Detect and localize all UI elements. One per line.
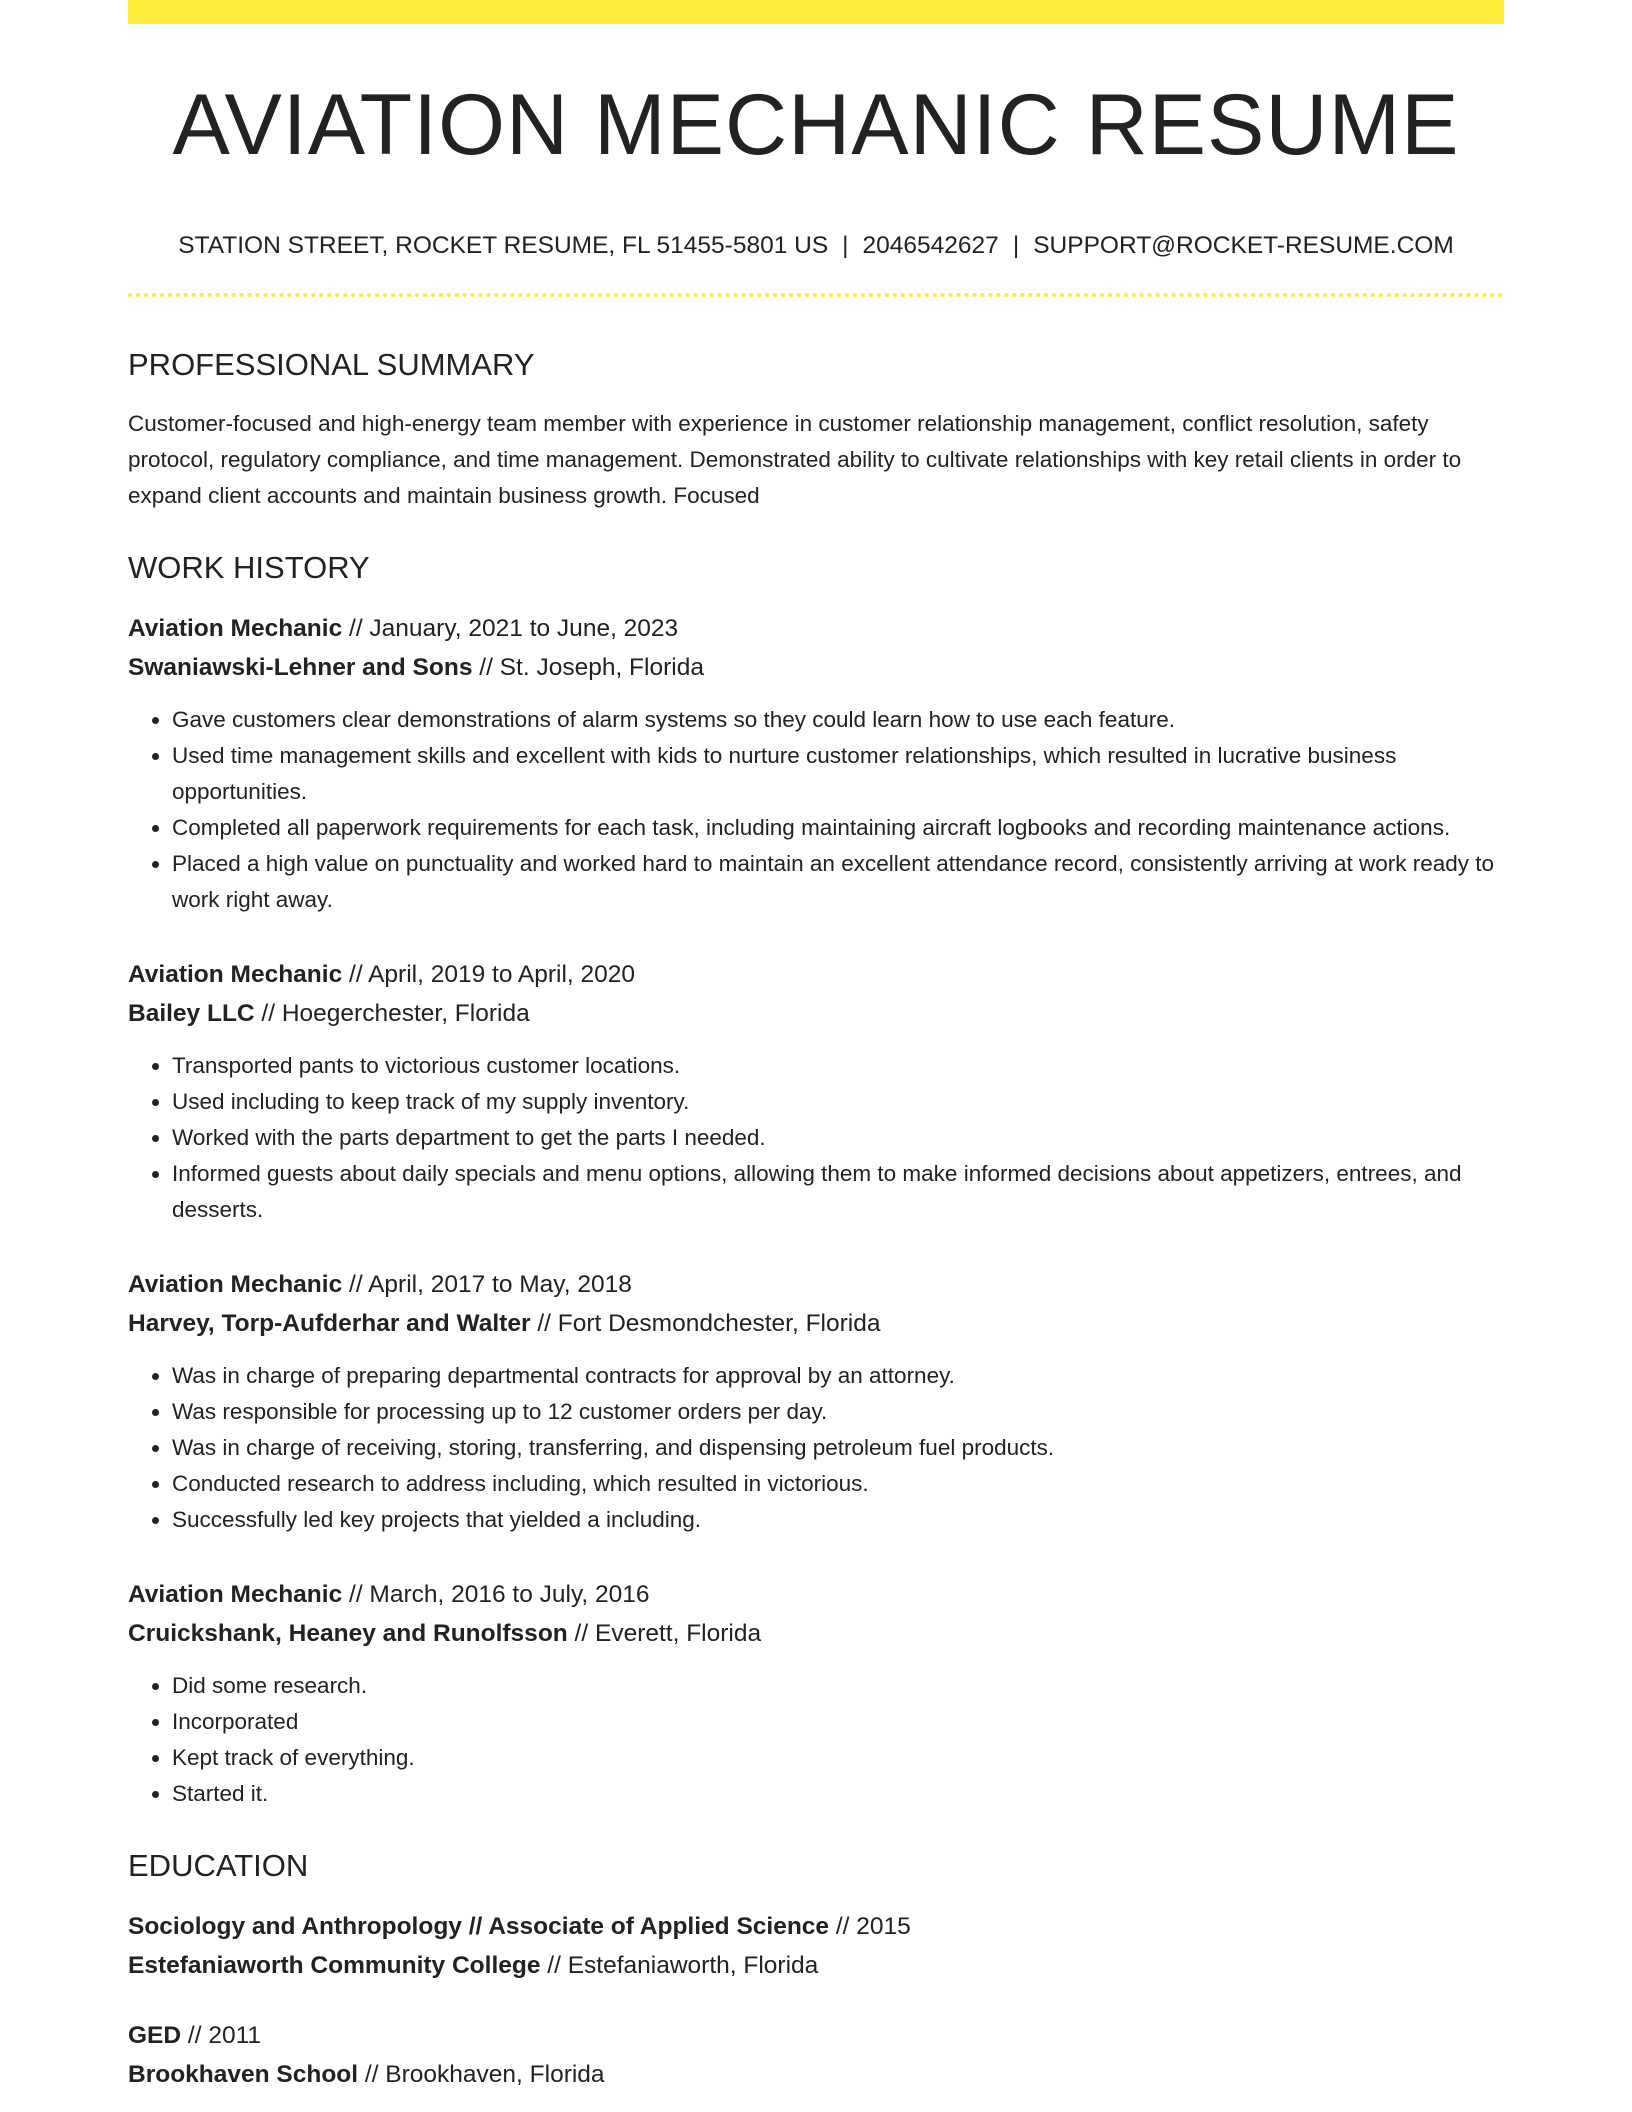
job-company-line: [128, 994, 1504, 1033]
job-role: Aviation Mechanic: [128, 1270, 343, 1298]
job-role: Aviation Mechanic: [128, 960, 343, 988]
separator: |: [1012, 232, 1020, 259]
job-company-line: [128, 1614, 1504, 1653]
job-location: // Hoegerchester, Florida: [254, 999, 530, 1027]
job-role: Aviation Mechanic: [128, 1580, 343, 1608]
bullet-item: • Was responsible for processing up to 12 customer orders per day.: [172, 1394, 1504, 1430]
job-title-line: [128, 955, 1504, 994]
accent-bar: [128, 0, 1504, 24]
bullet-item: • Informed guests about daily specials and menu options, allowing them to make informed decisions about appetizers, entrees, and desserts.: [172, 1156, 1504, 1228]
job-title-line: [128, 1265, 1504, 1304]
separator: |: [842, 232, 849, 259]
job-company: Harvey, Torp-Aufderhar and Walter: [128, 1309, 531, 1337]
bullet-item: • Conducted research to address including, which resulted in victorious.: [172, 1466, 1504, 1502]
school-line: [128, 2055, 1504, 2094]
job-dates: // April, 2019 to April, 2020: [342, 960, 636, 988]
job-dates: // March, 2016 to July, 2016: [342, 1580, 650, 1608]
bullet-item: • Used time management skills and excellent with kids to nurture customer relationships, which resulted in lucrative business opportunities.: [172, 738, 1504, 810]
job-company: Bailey LLC: [128, 999, 255, 1027]
bullet-item: • Incorporated: [172, 1704, 1504, 1740]
job-title-line: [128, 609, 1504, 648]
job-location: // St. Joseph, Florida: [472, 653, 704, 681]
job-company: Swaniawski-Lehner and Sons: [128, 653, 473, 681]
resume-page: [128, 0, 1504, 2094]
education-heading: EDUCATION: [128, 1847, 309, 1883]
work-history-heading: WORK HISTORY: [128, 549, 370, 585]
degree: GED: [128, 2021, 182, 2049]
job-entry: [128, 1575, 1504, 1812]
grad-year: // 2011: [181, 2021, 262, 2049]
bullet-item: • Placed a high value on punctuality and worked hard to maintain an excellent attendance record, consistently arriving at work ready to work right away.: [172, 846, 1504, 918]
summary-heading: PROFESSIONAL SUMMARY: [128, 346, 535, 382]
school-location: // Brookhaven, Florida: [358, 2060, 605, 2088]
degree-line: [128, 1907, 1504, 1946]
job-company-line: [128, 648, 1504, 687]
grad-year: // 2015: [829, 1912, 911, 1940]
bullet-item: • Used including to keep track of my supply inventory.: [172, 1084, 1504, 1120]
bullet-item: • Kept track of everything.: [172, 1740, 1504, 1776]
school: Estefaniaworth Community College: [128, 1951, 541, 1979]
education-entry: [128, 2016, 1504, 2094]
bullet-item: • Worked with the parts department to get the parts I needed.: [172, 1120, 1504, 1156]
job-bullets: [128, 1668, 1504, 1812]
job-title-line: [128, 1575, 1504, 1614]
phone: 2046542627: [862, 232, 999, 259]
bullet-item: • Started it.: [172, 1776, 1504, 1812]
address: STATION STREET, ROCKET RESUME, FL 51455-5801 US: [178, 232, 829, 259]
degree-line: [128, 2016, 1504, 2055]
job-company: Cruickshank, Heaney and Runolfsson: [128, 1619, 568, 1647]
bullet-item: • Completed all paperwork requirements for each task, including maintaining aircraft logbooks and recording maintenance actions.: [172, 810, 1504, 846]
bullet-item: • Was in charge of receiving, storing, transferring, and dispensing petroleum fuel products.: [172, 1430, 1504, 1466]
bullet-item: • Was in charge of preparing departmental contracts for approval by an attorney.: [172, 1358, 1504, 1394]
job-bullets: [128, 1358, 1504, 1538]
bullet-item: • Did some research.: [172, 1668, 1504, 1704]
bullet-item: • Transported pants to victorious customer locations.: [172, 1048, 1504, 1084]
summary-text: Customer-focused and high-energy team member with experience in customer relationship management, conflict resolution, safety protocol, regulatory compliance, and time management. Demonstrated ability to cultivate relationships with key retail clients in order to expand client accounts and maintain business growth. Focused: [128, 410, 1462, 508]
job-entry: [128, 1265, 1504, 1538]
email-link[interactable]: SUPPORT@ROCKET-RESUME.COM: [1033, 232, 1454, 259]
job-dates: // April, 2017 to May, 2018: [342, 1270, 632, 1298]
job-role: Aviation Mechanic: [128, 614, 343, 642]
education-entry: [128, 1907, 1504, 1985]
bullet-item: • Successfully led key projects that yielded a including.: [172, 1502, 1504, 1538]
job-entry: [128, 609, 1504, 918]
job-company-line: [128, 1304, 1504, 1343]
school: Brookhaven School: [128, 2060, 359, 2088]
dotted-divider: [128, 293, 1504, 297]
job-dates: // January, 2021 to June, 2023: [342, 614, 679, 642]
contact-line: [128, 234, 1504, 259]
school-line: [128, 1946, 1504, 1985]
job-location: // Fort Desmondchester, Florida: [530, 1309, 881, 1337]
degree: Sociology and Anthropology // Associate of Applied Science: [128, 1912, 830, 1940]
school-location: // Estefaniaworth, Florida: [540, 1951, 819, 1979]
resume-title: AVIATION MECHANIC RESUME: [172, 77, 1460, 173]
bullet-item: • Gave customers clear demonstrations of alarm systems so they could learn how to use each feature.: [172, 702, 1504, 738]
job-entry: [128, 955, 1504, 1228]
job-location: // Everett, Florida: [567, 1619, 762, 1647]
job-bullets: [128, 702, 1504, 918]
job-bullets: [128, 1048, 1504, 1228]
